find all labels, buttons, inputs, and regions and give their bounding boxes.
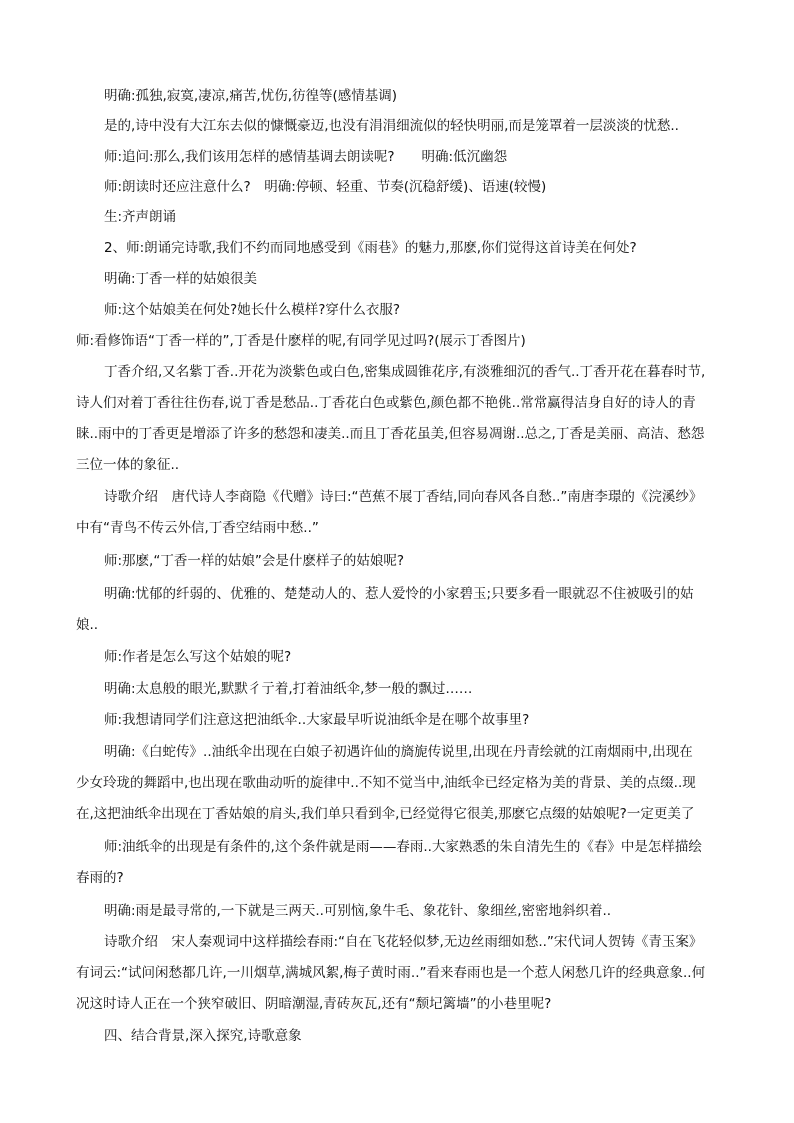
text-line: 明确:忧郁的纤弱的、优雅的、楚楚动人的、惹人爱怜的小家碧玉;只要多看一眼就忍不住被吸引的姑: [104, 586, 694, 602]
text-line: 明确:孤独,寂寞,凄凉,痛苦,忧伤,彷徨等(感情基调): [104, 88, 398, 104]
text-line: 明确:《白蛇传》..油纸伞出现在白娘子初遇许仙的旖旎传说里,出现在丹青绘就的江南烟雨中,出现在: [104, 744, 693, 760]
text-line: 睐..雨中的丁香更是增添了许多的愁怨和凄美..而且丁香花虽美,但容易凋谢..总之,丁香是美丽、高洁、愁怨: [76, 426, 705, 442]
text-line: 丁香介绍,又名紫丁香..开花为淡紫色或白色,密集成圆锥花序,有淡雅细沉的香气..丁香开花在暮春时节,: [104, 364, 706, 380]
text-line: 三位一体的象征..: [76, 457, 180, 473]
text-line: 娘..: [76, 617, 99, 633]
text-line: 有词云:“试问闲愁都几许,一川烟草,满城风絮,梅子黄时雨..”看来春雨也是一个惹人闲愁几许的经典意象..何: [76, 965, 706, 981]
text-line: 明确:太息般的眼光,默默彳亍着,打着油纸伞,梦一般的飘过……: [104, 681, 473, 697]
text-line: 师:这个姑娘美在何处?她长什么模样?穿什么衣服?: [104, 302, 401, 318]
text-line: 师:朗读时还应注意什么? 明确:停顿、轻重、节奏(沉稳舒缓)、语速(较慢): [104, 179, 547, 195]
text-line: 明确:雨是最寻常的,一下就是三两天..可别恼,象牛毛、象花针、象细丝,密密地斜织着..: [104, 903, 612, 919]
text-line: 师:作者是怎么写这个姑娘的呢?: [104, 649, 292, 665]
text-line: 诗人们对着丁香往往伤春,说丁香是愁品..丁香花白色或紫色,颜色都不艳佻..常常赢得洁身自好的诗人的青: [76, 395, 696, 411]
text-line: 春雨的?: [76, 870, 124, 886]
text-line: 诗歌介绍 唐代诗人李商隐《代赠》诗曰:“芭蕉不展丁香结,同向春风各自愁..”南唐李璟的《浣溪纱》: [104, 489, 703, 505]
text-line: 诗歌介绍 宋人秦观词中这样描绘春雨:“自在飞花轻似梦,无边丝雨细如愁..”宋代词人贺铸《青玉案》: [104, 934, 703, 950]
text-line: 生:齐声朗诵: [104, 209, 177, 225]
text-line: 中有“青鸟不传云外信,丁香空结雨中愁..”: [76, 520, 319, 536]
text-line: 少女玲珑的舞蹈中,也出现在歌曲动听的旋律中..不知不觉当中,油纸伞已经定格为美的背景、美的点缀..现: [76, 775, 696, 791]
text-line: 是的,诗中没有大江东去似的慷慨豪迈,也没有涓涓细流似的轻快明丽,而是笼罩着一层淡淡的忧愁..: [104, 118, 679, 134]
text-line: 师:我想请同学们注意这把油纸伞..大家最早听说油纸伞是在哪个故事里?: [104, 712, 530, 728]
text-line: 师:追问:那么,我们该用怎样的感情基调去朗读呢? 明确:低沉幽怨: [104, 149, 508, 165]
text-line: 师:看修饰语“丁香一样的”,丁香是什麽样的呢,有同学见过吗?(展示丁香图片): [76, 333, 526, 349]
text-line: 师:油纸伞的出现是有条件的,这个条件就是雨——春雨..大家熟悉的朱自清先生的《春》中是怎样描绘: [104, 839, 702, 855]
text-line: 师:那麽,“丁香一样的姑娘”会是什麽样子的姑娘呢?: [104, 553, 404, 569]
text-line: 四、结合背景,深入探究,诗歌意象: [104, 1028, 302, 1044]
text-line: 明确:丁香一样的姑娘很美: [104, 271, 258, 287]
text-line: 况这时诗人正在一个狭窄破旧、阴暗潮湿,青砖灰瓦,还有“颓圮篱墙”的小巷里呢?: [76, 996, 552, 1012]
text-line: 在,这把油纸伞出现在丁香姑娘的肩头,我们单只看到伞,已经觉得它很美,那麽它点缀的姑娘呢?一定更美了: [76, 806, 695, 822]
text-line: 2、师:朗诵完诗歌,我们不约而同地感受到《雨巷》的魅力,那麽,你们觉得这首诗美在何处?: [104, 240, 637, 256]
